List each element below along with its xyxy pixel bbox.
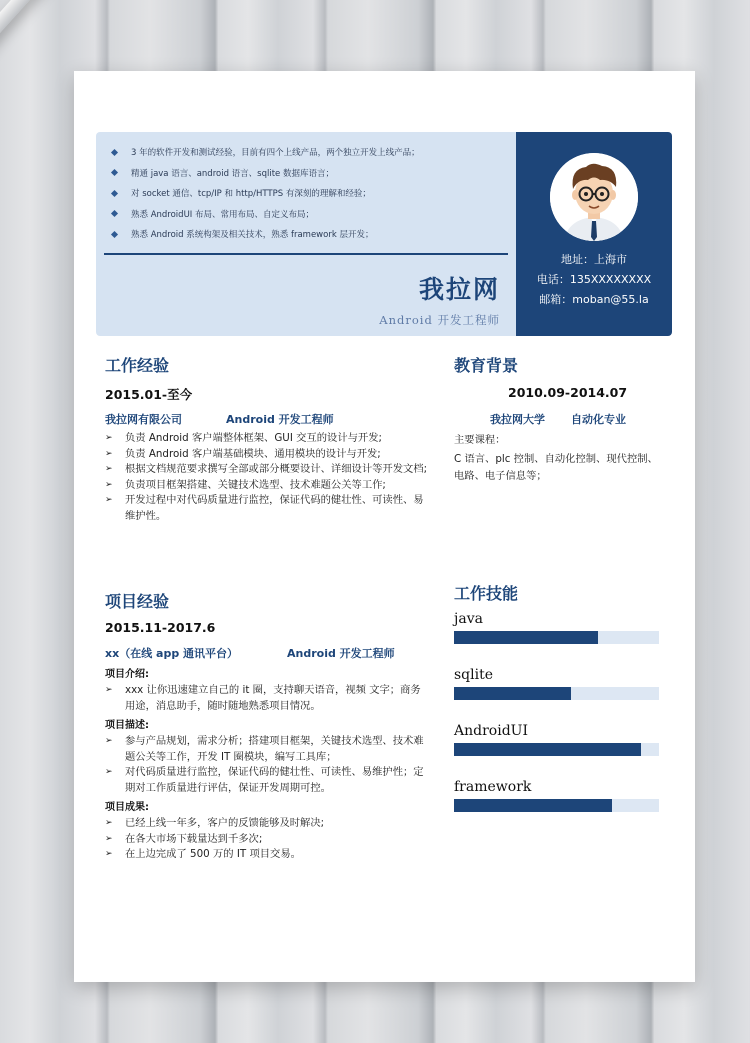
project-date: 2015.11-2017.6 [105,620,216,635]
project-desc-label: 项目描述: [105,720,149,731]
education-date: 2010.09-2014.07 [508,385,628,400]
list-item: ➢ 已经上线一年多，客户的反馈能够及时解决; [105,816,430,832]
skill-name: framework [454,779,532,795]
list-item: ➢ 参与产品规划，需求分析；搭建项目框架，关键技术选型、技术难题公关等工作，开发 IT 圈模块，编写工具库； [105,734,430,765]
summary-item: 熟悉 AndroidUI 布局、常用布局、自定义布局； [108,204,508,225]
project-heading: 项目经验 [105,592,170,611]
list-item: ➢ 对代码质量进行监控，保证代码的健壮性、可读性、易维护性；定期对工作质量进行评估，保证开发周期可控。 [105,765,430,796]
candidate-title: Android 开发工程师 [379,313,500,327]
skill-name: AndroidUI [454,723,528,739]
arrow-bullet-icon: ➢ [105,464,113,474]
skill-bar-fill [454,687,571,700]
summary-panel [96,132,516,336]
arrow-bullet-icon: ➢ [105,433,113,443]
arrow-bullet-icon: ➢ [105,736,113,746]
arrow-bullet-icon: ➢ [105,495,113,505]
diamond-bullet-icon [111,231,118,238]
skill-bar-fill [454,743,641,756]
list-item: ➢ 根据文档规范要求撰写全部或部分概要设计、详细设计等开发文档; [105,462,430,478]
skill-name: sqlite [454,667,494,683]
diamond-bullet-icon [111,210,118,217]
skill-item [454,723,659,756]
header-divider [104,253,508,255]
email-text: 邮箱：moban@55.la [539,293,649,306]
summary-list [108,142,508,245]
skill-name: java [454,611,483,627]
avatar-illustration-icon [550,153,638,241]
arrow-bullet-icon: ➢ [105,833,113,844]
summary-item: 3 年的软件开发和测试经验，目前有四个上线产品，两个独立开发上线产品； [108,142,508,163]
courses-text: C 语言、plc 控制、自动化控制、现代控制、电路、电子信息等； [454,453,658,482]
arrow-bullet-icon: ➢ [105,479,113,490]
project-name: xx（在线 app 通讯平台） [105,647,239,660]
arrow-bullet-icon: ➢ [105,767,113,777]
work-date: 2015.01-至今 [105,387,193,402]
education-heading: 教育背景 [454,356,519,375]
summary-item: 对 socket 通信、tcp/IP 和 http/HTTPS 有深刻的理解和经验； [108,183,508,204]
summary-item: 精通 java 语言、android 语言、sqlite 数据库语言； [108,163,508,184]
summary-item: 熟悉 Android 系统构架及相关技术，熟悉 framework 层开发； [108,224,508,245]
avatar [550,153,638,241]
skill-item [454,611,659,644]
education-school: 我拉网大学 [490,413,545,426]
list-item: ➢ 在上边完成了 500 万的 IT 项目交易。 [105,847,430,863]
diamond-bullet-icon [111,190,118,197]
list-item: ➢ 负责 Android 客户端整体框架、GUI 交互的设计与开发; [105,431,430,447]
diamond-bullet-icon [111,169,118,176]
arrow-bullet-icon: ➢ [105,448,113,459]
skills-heading: 工作技能 [454,584,519,603]
skill-item [454,667,659,700]
list-item: ➢ 开发过程中对代码质量进行监控，保证代码的健壮性、可读性、易维护性。 [105,493,430,524]
arrow-bullet-icon: ➢ [105,685,113,695]
work-bullets [105,431,430,524]
list-item: ➢ 负责项目框架搭建、关键技术选型、技术难题公关等工作; [105,478,430,494]
skill-bar-track [454,631,659,644]
project-role: Android 开发工程师 [287,647,395,660]
project-details [105,667,430,863]
resume-header [96,132,672,336]
skill-bar-fill [454,799,612,812]
project-result-label: 项目成果: [105,802,149,813]
skill-bar-track [454,687,659,700]
contact-panel [516,132,672,336]
skill-bar-fill [454,631,598,644]
list-item: ➢ xxx 让你迅速建立自己的 it 圈，支持聊天语音，视频 文字；商务用途，消息助手，随时随地熟悉项目情况。 [105,683,430,714]
diamond-bullet-icon [111,149,118,156]
arrow-bullet-icon: ➢ [105,849,113,859]
candidate-name: 我拉网 [418,275,500,304]
resume-paper [74,71,695,982]
work-role: Android 开发工程师 [226,413,334,426]
arrow-bullet-icon: ➢ [105,818,113,828]
phone-text: 电话：135XXXXXXXX [536,273,652,286]
work-company: 我拉网有限公司 [105,413,182,426]
project-intro-label: 项目介绍: [105,669,149,680]
education-major: 自动化专业 [571,413,626,426]
list-item: ➢ 负责 Android 客户端基础模块、通用模块的设计与开发; [105,447,430,463]
courses-label: 主要课程： [454,434,506,446]
work-heading: 工作经验 [105,356,170,375]
list-item: ➢ 在各大市场下载量达到千多次; [105,832,430,848]
skill-bar-track [454,743,659,756]
skill-bar-track [454,799,659,812]
address-text: 地址：上海市 [561,253,627,266]
skill-item [454,779,659,812]
